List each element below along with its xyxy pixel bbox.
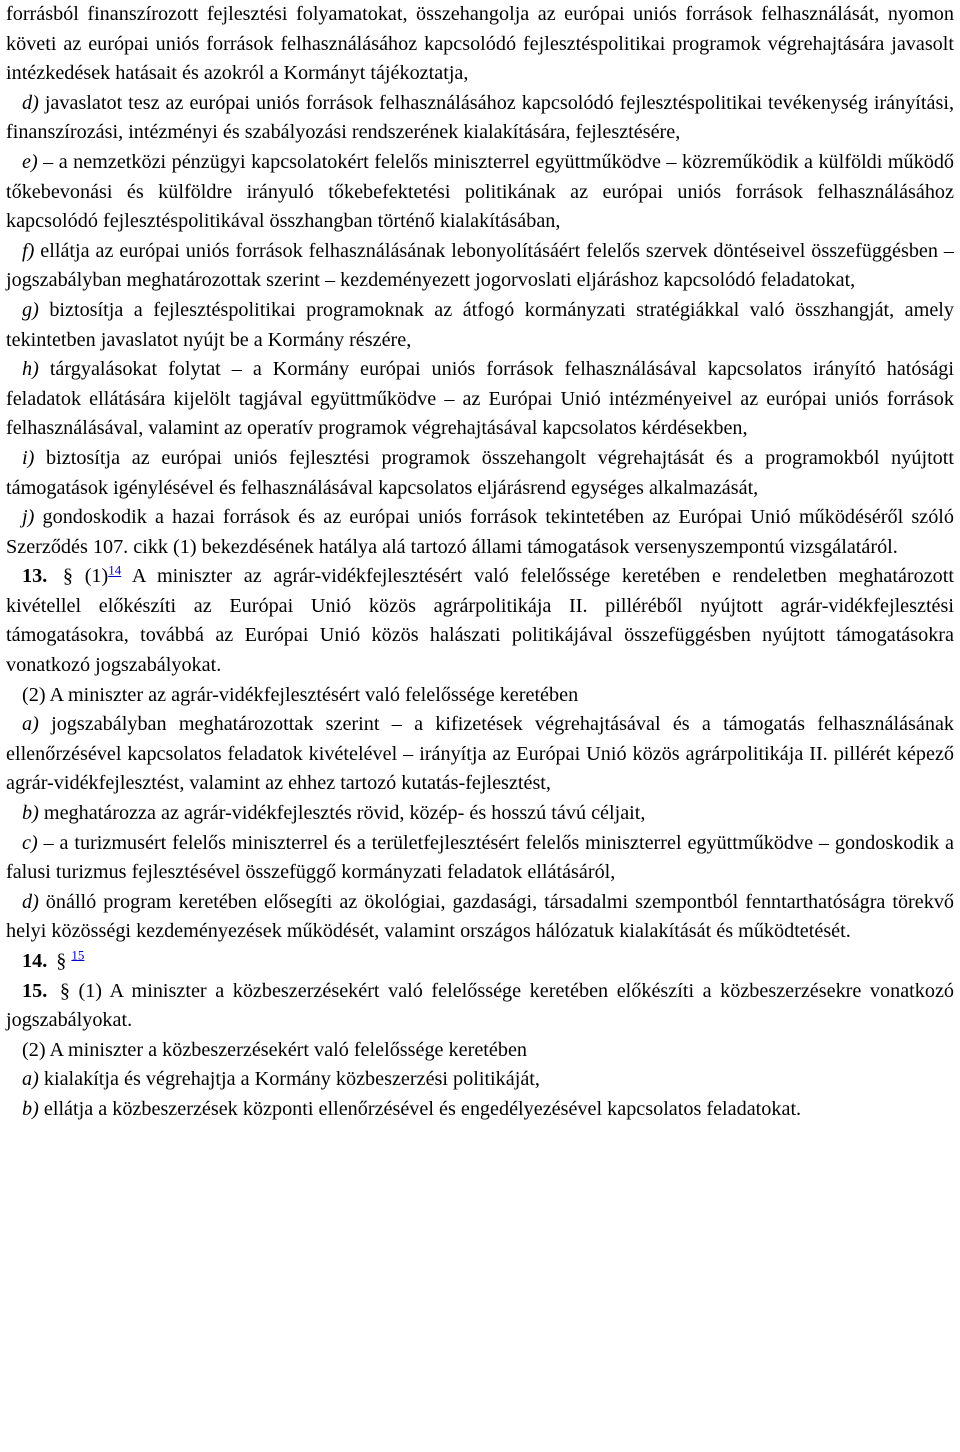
section-13-item-c: [6, 829, 954, 888]
item-text: meghatározza az agrár-vidékfejlesztés rövid, közép- és hosszú távú céljait,: [43, 802, 646, 825]
item-text: biztosítja a fejlesztéspolitikai programoknak az átfogó kormányzati stratégiákkal való összhangját, amely tekintetben javaslatot nyújt be a Kormány részére,: [6, 298, 955, 351]
item-text: tárgyalásokat folytat – a Kormány európai uniós források felhasználásával kapcsolatos irányító hatósági feladatok ellátására kijelölt tagjával együttműködve – az Európai Unió intézményeivel az európai uniós források felhasználásával, valamint az operatív programok végrehajtásával kapcsolatos kérdésekben,: [6, 358, 955, 440]
section-15-paragraph-1: [6, 977, 954, 1036]
section-sign: §: [56, 950, 67, 972]
section-13-item-b: [6, 799, 954, 829]
item-text: kialakítja és végrehajtja a Kormány közbeszerzési politikáját,: [43, 1068, 540, 1091]
section-number: 15.: [22, 979, 48, 1002]
section-sign: §: [59, 979, 70, 1002]
item-label: g): [22, 298, 39, 321]
section-15-item-b: [6, 1095, 954, 1125]
item-label: c): [22, 831, 38, 854]
paragraph-i: [6, 444, 954, 503]
section-text: (1) A miniszter a közbeszerzésekért való felelőssége keretében előkészíti a közbeszerzésekre vonatkozó jogszabályokat.: [6, 979, 955, 1032]
section-15-item-a: [6, 1065, 954, 1095]
item-text: ellátja a közbeszerzések központi ellenőrzésével és engedélyezésével kapcsolatos feladatokat.: [43, 1097, 802, 1120]
section-sign: §: [62, 565, 74, 588]
footnote-link-15[interactable]: 15: [71, 947, 85, 963]
item-text: jogszabályban meghatározottak szerint – a kifizetések végrehajtásával és a támogatás felhasználásának ellenőrzésével kapcsolatos feladatok kivételével – irányítja az Európai Unió közös agrárpolitikája II. pillérét képező agrár-vidékfejlesztést, valamint az ehhez tartozó kutatás-fejlesztést,: [6, 713, 954, 795]
paragraph-e: [6, 148, 954, 237]
subsection-number: (1): [84, 565, 109, 588]
item-label: i): [22, 446, 35, 469]
item-label: a): [22, 713, 39, 736]
item-label: a): [22, 1068, 39, 1091]
item-label: f): [22, 239, 35, 262]
item-label: b): [22, 802, 39, 825]
item-label: d): [22, 91, 39, 114]
item-text: önálló program keretében elősegíti az ökológiai, gazdasági, társadalmi szempontból fenntarthatóságra törekvő helyi közösségi kezdeményezések működését, valamint országos hálózatuk kialakítását és működtetését.: [6, 890, 955, 943]
item-label: b): [22, 1097, 39, 1120]
footnote-link-14[interactable]: 14: [108, 562, 122, 578]
section-text: A miniszter az agrár-vidékfejlesztésért való felelőssége keretében e rendeletben meghatározott kivétellel előkészíti az Európai Unió közös agrárpolitikája II. pilléréből nyújtott agrár-vidékfejlesztési támogatásokra, továbbá az Európai Unió közös halászati politikájával összefüggésben nyújtott támogatásokra vonatkozó jogszabályokat.: [6, 565, 954, 677]
section-13-item-d: [6, 888, 954, 947]
section-number: 14.: [22, 950, 48, 972]
item-label: j): [22, 506, 35, 529]
paragraph-f: [6, 237, 954, 296]
item-label: e): [22, 150, 38, 173]
item-text: – a turizmusért felelős miniszterrel és a területfejlesztésért felelős miniszterrel együttműködve – gondoskodik a falusi turizmus fejlesztésével összefüggő kormányzati feladatok ellátásáról,: [6, 831, 955, 884]
section-13-paragraph-1: [6, 562, 954, 680]
item-text: biztosítja az európai uniós fejlesztési programok összehangolt végrehajtását és a programokból nyújtott támogatások igénylésével és felhasználásával kapcsolatos eljárásrend egységes alkalmazását,: [6, 446, 954, 499]
item-label: d): [22, 890, 39, 913]
paragraph-g: [6, 296, 954, 355]
section-13-item-a: [6, 710, 954, 799]
paragraph-h: [6, 355, 954, 444]
section-14-heading: [6, 947, 954, 977]
item-text: gondoskodik a hazai források és az európai uniós források tekintetében az Európai Unió működéséről szóló Szerződés 107. cikk (1) bekezdésének hatálya alá tartozó állami támogatások versenyszempontú vizsgálatáról.: [6, 506, 955, 558]
section-13-paragraph-2: (2) A miniszter az agrár-vidékfejlesztésért való felelőssége keretében: [22, 683, 579, 706]
item-text: ellátja az európai uniós források felhasználásának lebonyolításáért felelős szervek döntéseivel összefüggésben – jogszabályban meghatározottak szerint – kezdeményezett jogorvoslati eljáráshoz kapcsolódó feladatokat,: [6, 239, 954, 292]
paragraph-d: [6, 89, 954, 148]
item-label: h): [22, 358, 39, 381]
section-number: 13.: [22, 565, 48, 588]
section-15-paragraph-2: (2) A miniszter a közbeszerzésekért való felelőssége keretében: [22, 1038, 528, 1061]
paragraph-j: [6, 503, 954, 562]
item-text: javaslatot tesz az európai uniós források felhasználásához kapcsolódó fejlesztéspolitikai tevékenység irányítási, finanszírozási, intézményi és szabályozási rendszerének kialakítására, fejlesztésére,: [6, 91, 954, 144]
paragraph-continuation: forrásból finanszírozott fejlesztési folyamatokat, összehangolja az európai uniós források felhasználását, nyomon követi az európai uniós források felhasználásához kapcsolódó fejlesztéspolitikai programok végrehajtására javasolt intézkedések hatásait és azokról a Kormányt tájékoztatja,: [6, 3, 954, 85]
item-text: – a nemzetközi pénzügyi kapcsolatokért felelős miniszterrel együttműködve – közreműködik a külföldi működő tőkebevonási és külföldre irányuló tőkebefektetési politikának az európai uniós források felhasználásához kapcsolódó fejlesztéspolitikával összhangban történő kialakításában,: [6, 150, 955, 233]
